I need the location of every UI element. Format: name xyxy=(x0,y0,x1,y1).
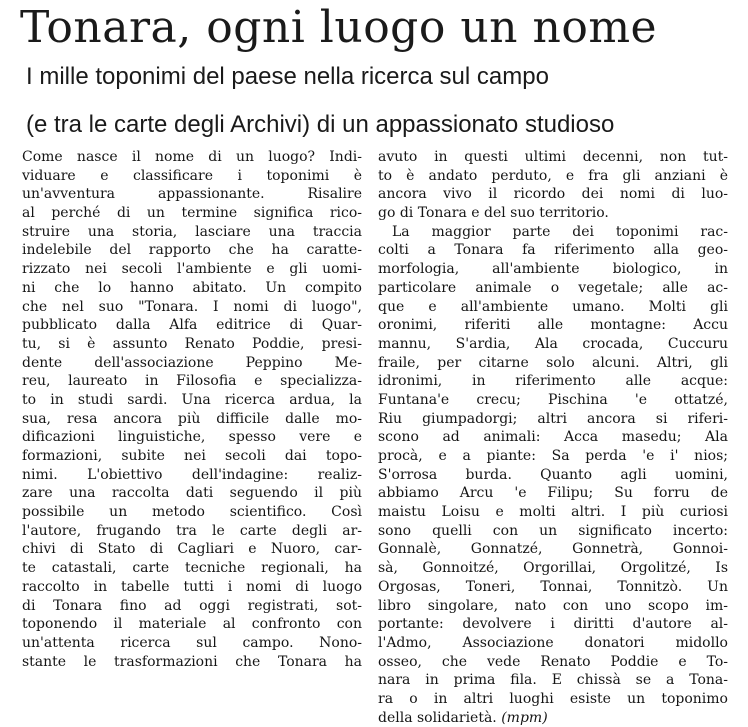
body-text-line: procà, e a piante: Sa perda 'e i' nios; xyxy=(378,448,728,464)
body-text-line: maistu Loisu e molti altri. I più curiosi xyxy=(378,504,728,521)
body-text-line: Come nasce il nome di un luogo? Indi- xyxy=(22,149,362,165)
subheadline-line-1: I mille toponimi del paese nella ricerca sul campo xyxy=(26,63,549,90)
body-text-line: avuto in questi ultimi decenni, non tut- xyxy=(378,149,728,165)
body-text-line: di Tonara fino ad oggi registrati, sot- xyxy=(22,597,362,614)
body-text-line: rizzato nei secoli l'ambiente e gli uomi- xyxy=(22,261,362,278)
body-text-line: to in studi sardi. Una ricerca ardua, la xyxy=(22,391,362,408)
body-text-line: reu, laureato in Filosofia e specializza- xyxy=(22,373,362,390)
body-text-line: l'Admo, Associazione donatori midollo xyxy=(378,634,728,651)
body-text-line: to è andato perduto, e fra gli anziani è xyxy=(378,167,728,184)
body-text-line: formazioni, subite nei secoli dai topo- xyxy=(22,448,362,464)
body-text-line: te catastali, carte tecniche regionali, ha xyxy=(22,560,362,577)
body-text-line: ancora vivo il ricordo dei nomi di luo- xyxy=(378,186,728,203)
body-text-line: portante: devolvere i diritti d'autore al- xyxy=(378,616,728,633)
body-text-line: osseo, che vede Renato Poddie e To- xyxy=(378,653,728,670)
body-text-line: viduare e classificare i toponimi è xyxy=(22,167,362,184)
body-text-line: colti a Tonara fa riferimento alla geo- xyxy=(378,242,728,259)
body-text-line: sà, Gonnoitzé, Orgorillai, Orgolitzé, Is xyxy=(378,560,728,577)
body-text-line: possibile un metodo scientifico. Così xyxy=(22,504,362,521)
body-text-line: nara in prima fila. E chissà se a Tona- xyxy=(378,672,728,689)
body-text-line: tu, si è assunto Renato Poddie, presi- xyxy=(22,335,362,352)
closing-text: della solidarietà. xyxy=(378,709,497,726)
body-text-line: libro singolare, nato con uno scopo im- xyxy=(378,597,728,614)
body-text-line: dente dell'associazione Peppino Me- xyxy=(22,354,362,371)
body-text-line: La maggior parte dei toponimi rac- xyxy=(392,223,728,240)
body-text-line-final xyxy=(378,709,728,727)
body-text-line: nimi. L'obiettivo dell'indagine: realiz- xyxy=(22,466,362,483)
body-text-line: l'autore, frugando tra le carte degli ar- xyxy=(22,522,362,539)
body-text-line: Gonnalè, Gonnatzé, Gonnetrà, Gonnoi- xyxy=(378,541,728,558)
body-text-line: oronimi, riferiti alle montagne: Accu xyxy=(378,317,728,334)
body-text-line: toponendo il materiale al confronto con xyxy=(22,616,362,633)
body-text-line: stante le trasformazioni che Tonara ha xyxy=(22,653,362,670)
article-column-left xyxy=(22,148,362,671)
body-text-line: S'orrosa burda. Quanto agli uomini, xyxy=(378,466,728,483)
headline: Tonara, ogni luogo un nome xyxy=(20,2,658,53)
body-text-line: chivi di Stato di Cagliari e Nuoro, car- xyxy=(22,541,362,558)
body-text-line: scono ad animali: Acca masedu; Ala xyxy=(378,429,728,446)
body-text-line: ni che lo hanno abitato. Un compito xyxy=(22,279,362,296)
body-text-line: raccolto in tabelle tutti i nomi di luogo xyxy=(22,578,362,595)
author-signature: (mpm) xyxy=(501,709,548,726)
body-text-line: que e all'ambiente umano. Molti gli xyxy=(378,298,728,315)
body-text-line: abbiamo Arcu 'e Filipu; Su forru de xyxy=(378,485,728,502)
body-text-line: fraile, per citarne solo alcuni. Altri, gli xyxy=(378,354,728,371)
body-text-line: un'attenta ricerca sul campo. Nono- xyxy=(22,634,362,651)
body-text-line: sono quelli con un significato incerto: xyxy=(378,522,728,539)
body-text-line: struire una storia, lasciare una traccia xyxy=(22,223,362,240)
body-text-line: Riu giumpadorgi; altri ancora si riferi- xyxy=(378,410,728,427)
body-text-line: Funtana'e crecu; Pischina 'e ottatzé, xyxy=(378,391,728,408)
body-text-line: sua, resa ancora più difficile dalle mo- xyxy=(22,410,362,427)
body-text-line: idronimi, in riferimento alle acque: xyxy=(378,373,728,390)
subheadline-line-2: (e tra le carte degli Archivi) di un appassionato studioso xyxy=(26,111,615,138)
body-text-line: indelebile del rapporto che ha caratte- xyxy=(22,242,362,259)
body-text-line: al perché di un termine significa rico- xyxy=(22,205,362,222)
body-text-line: ra o in altri luoghi esiste un toponimo xyxy=(378,690,728,707)
body-text-line: dificazioni linguistiche, spesso vere e xyxy=(22,429,362,446)
body-text-line: che nel suo "Tonara. I nomi di luogo", xyxy=(22,298,362,315)
body-text-line: Orgosas, Toneri, Tonnai, Tonnitzò. Un xyxy=(378,578,728,595)
body-text-line: particolare animale o vegetale; alle ac- xyxy=(378,279,728,296)
body-text-line: go di Tonara e del suo territorio. xyxy=(378,205,609,222)
body-text-line: pubblicato dalla Alfa editrice di Quar- xyxy=(22,317,362,334)
body-text-line: mannu, S'ardia, Ala crocada, Cuccuru xyxy=(378,335,728,352)
article-column-right xyxy=(378,148,728,727)
body-text-line: morfologia, all'ambiente biologico, in xyxy=(378,261,728,278)
body-text-line: zare una raccolta dati seguendo il più xyxy=(22,485,362,502)
body-text-line: un'avventura appassionante. Risalire xyxy=(22,186,362,203)
